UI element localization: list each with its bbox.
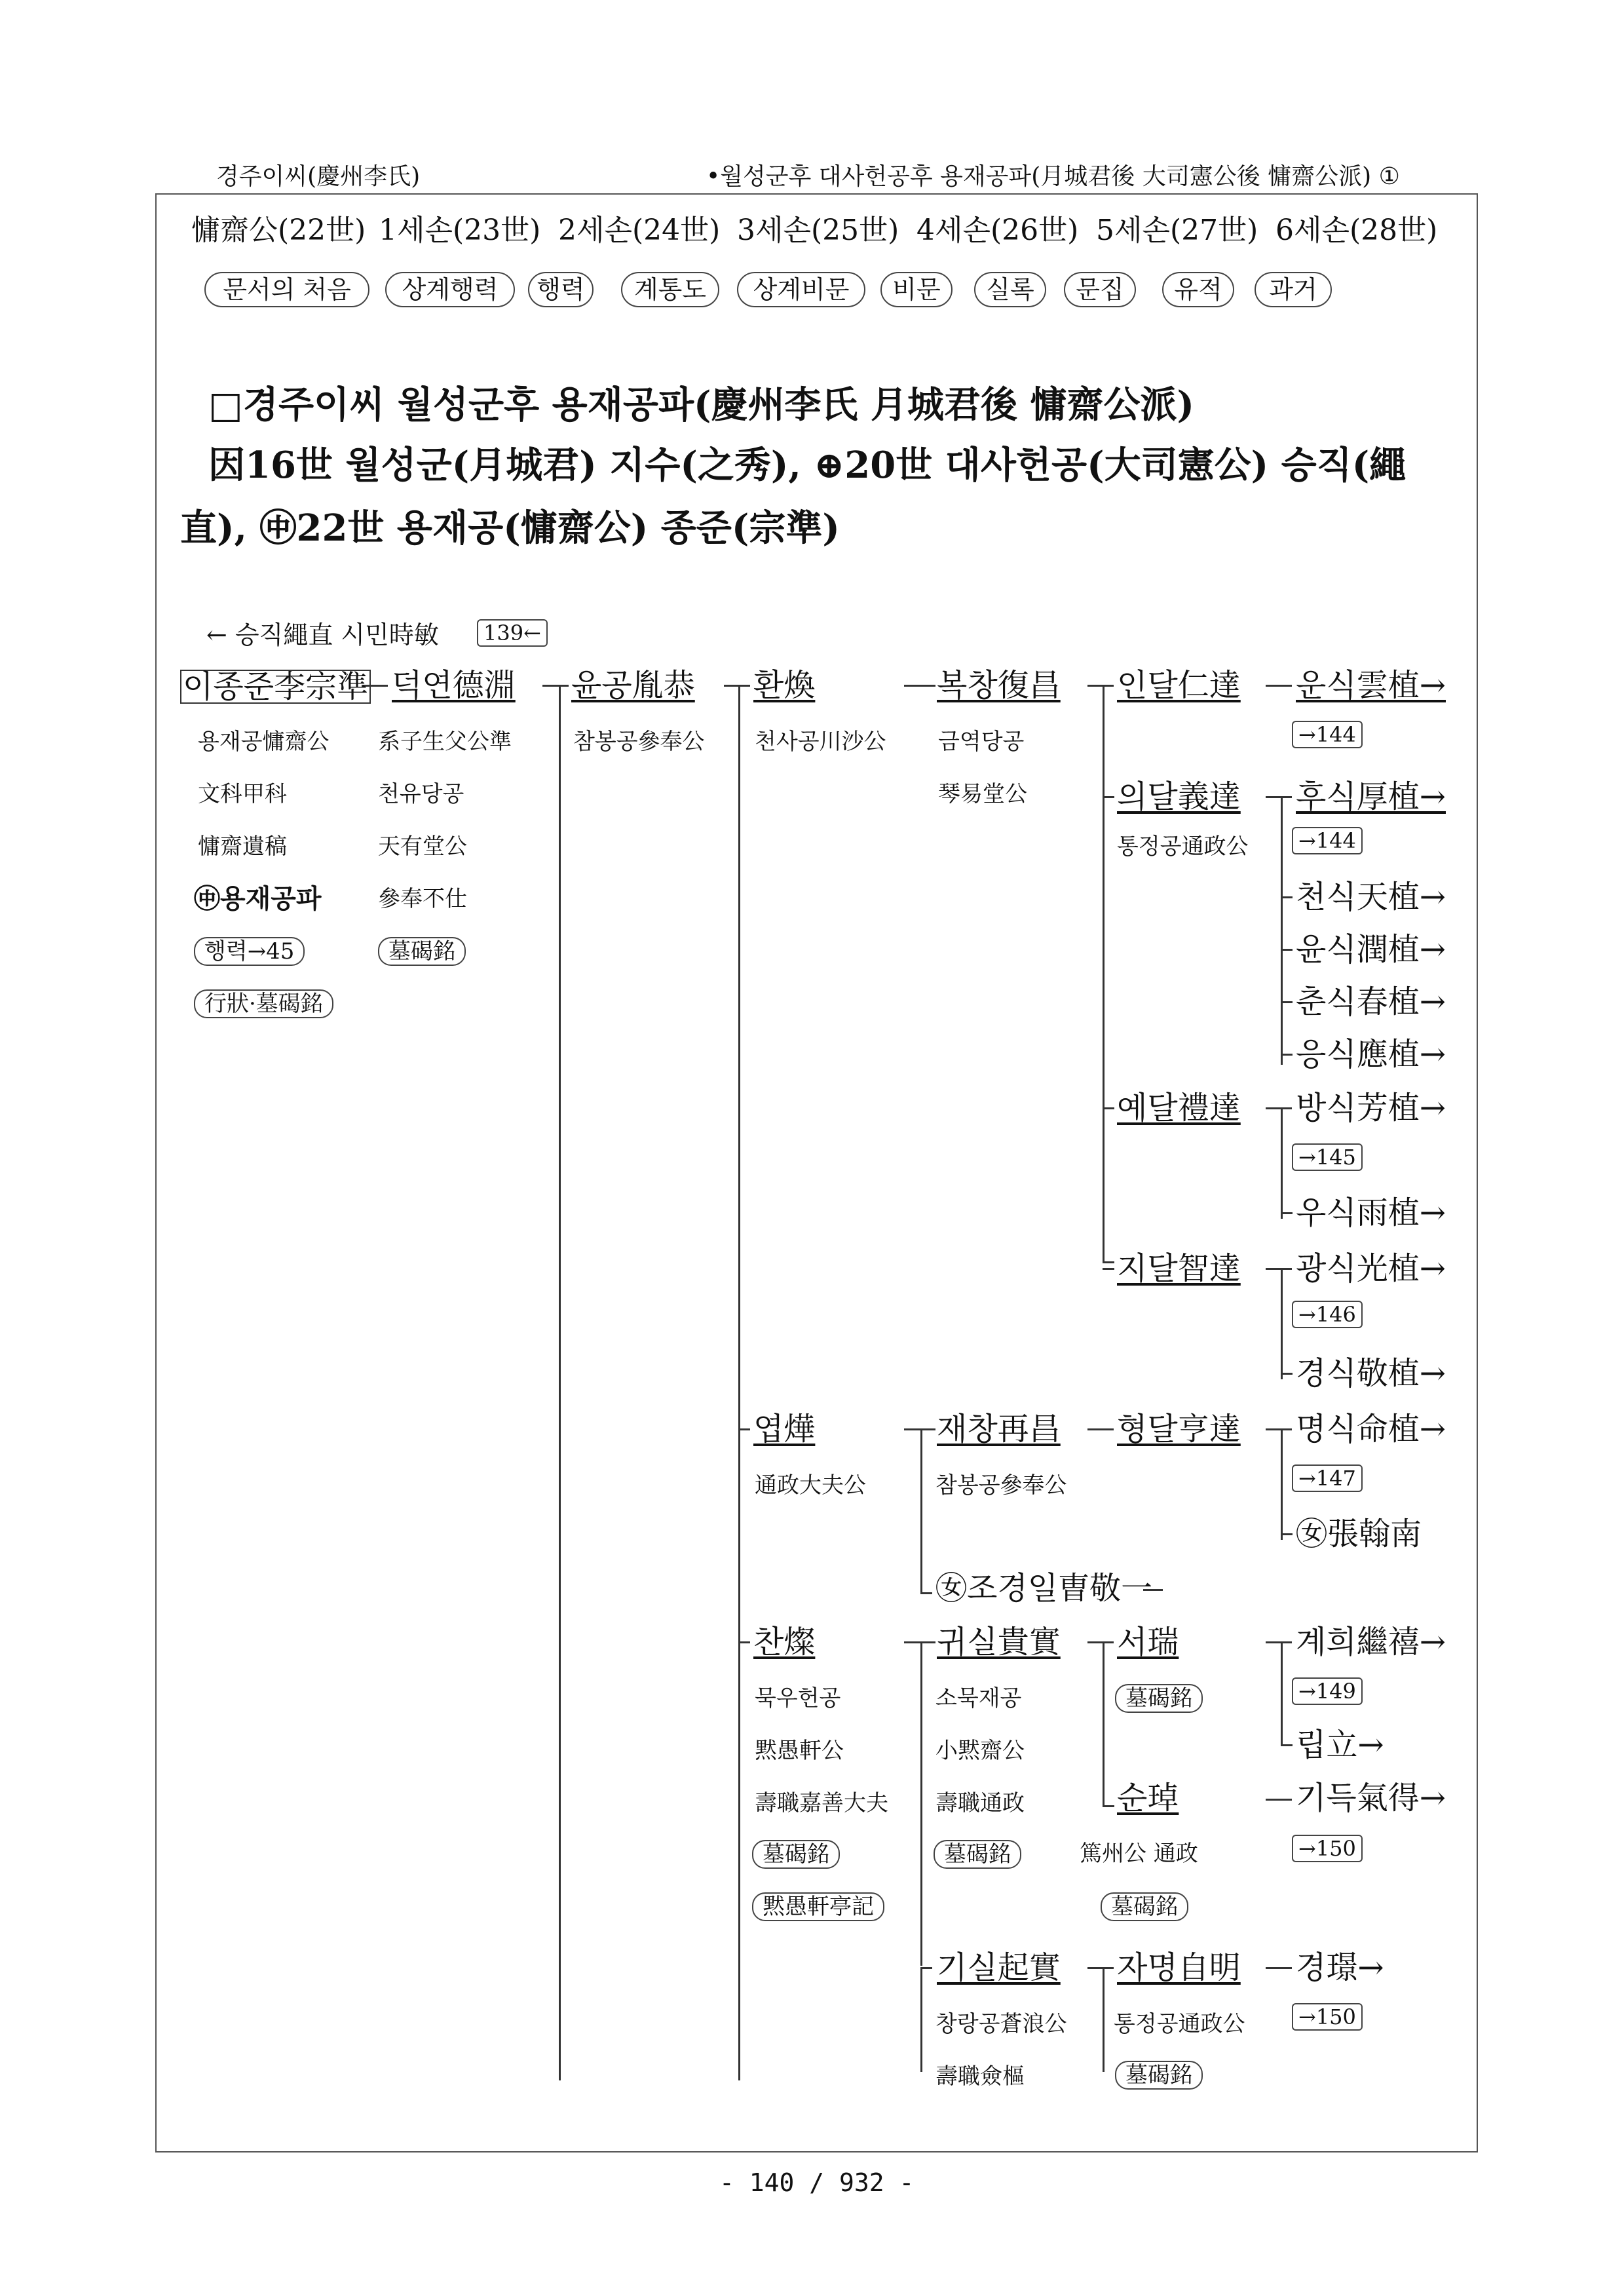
connector [1266,685,1292,687]
title-line-3: 直), ㊥22世 용재공(慵齋公) 종준(宗準) [180,507,840,550]
g1-note: 天有堂公 [378,833,467,860]
person-g5-seo[interactable]: 서瑞 [1117,1624,1179,1660]
connector [738,1641,750,1643]
connector [1143,1589,1163,1591]
connector [904,1428,935,1430]
tab-document-start[interactable]: 문서의 처음 [204,272,369,307]
g1-tag[interactable] [378,937,466,966]
branch-line-g4a [920,1428,922,1592]
g4-note: 창랑공蒼浪公 [935,2011,1067,2037]
g5-tag[interactable] [1115,2061,1203,2090]
person-g6-gyeongsik[interactable]: 경식敬植→ [1296,1355,1446,1392]
g6-ref-label: →145 [1292,1143,1363,1171]
g6-ref[interactable] [1292,1143,1363,1171]
g6-ref-label: →150 [1292,2003,1363,2031]
connector [1281,1744,1293,1746]
connector [1087,1967,1114,1969]
root-tag-history[interactable] [194,937,305,966]
g5-tag-label: 墓碣銘 [1115,2061,1203,2090]
tab-upper-epitaph[interactable]: 상계비문 [737,272,865,307]
person-g5-jidal[interactable]: 지달智達 [1117,1250,1241,1287]
connector [1266,1268,1292,1270]
person-g6-cheonsik[interactable]: 천식天植→ [1296,879,1446,915]
g3-note: 黙愚軒公 [755,1738,844,1764]
person-g6-gyeong[interactable]: 경璟→ [1296,1949,1384,1986]
connector [1281,896,1293,898]
person-g6-husik[interactable]: 후식厚植→ [1296,778,1446,815]
person-g5-indal[interactable]: 인달仁達 [1117,667,1241,704]
gen-27: 5세손(27世) [1096,214,1258,247]
connector [724,685,750,687]
g4-note: 琴易堂公 [938,781,1027,807]
connector [1281,1373,1293,1375]
tab-upper-history[interactable]: 상계행력 [385,272,515,307]
gen-22: 慵齋公(22世) [191,214,366,247]
g5-tag-label: 墓碣銘 [1101,1892,1188,1921]
g4-note: 小黙齋公 [935,1738,1025,1764]
connector [1103,1261,1114,1263]
connector [904,1641,935,1643]
g3-note: 壽職嘉善大夫 [755,1790,888,1816]
person-g4-bokchang[interactable]: 복창復昌 [937,667,1061,704]
connector [920,1967,932,1969]
g1-note: 參奉不仕 [378,886,467,912]
backlink-box[interactable] [477,619,548,647]
branch-line-g5a [1103,685,1105,1261]
connector [1266,1428,1292,1430]
g5-tag-label: 墓碣銘 [1115,1684,1203,1713]
connector [1087,1641,1114,1643]
person-g6-unsik[interactable]: 운식雲植→ [1296,667,1446,704]
person-g5-jamyeong[interactable]: 자명自明 [1117,1949,1241,1986]
root-note: 용재공慵齋公 [198,729,330,755]
person-g6-gyehui[interactable]: 계희繼禧→ [1296,1624,1446,1660]
tab-history[interactable]: 행력 [528,272,594,307]
g4-note: 壽職僉樞 [935,2063,1025,2090]
branch-line-g5b [1103,1641,1105,1805]
person-g4-jo[interactable]: ㊛조경일曺敬一 [935,1570,1153,1607]
page-title: □경주이씨 월성군후 용재공파(慶州李氏 月城君後 慵齋公派) [208,383,1195,427]
connector [542,685,569,687]
branch-line-g6c [1281,1268,1283,1379]
g3-tag[interactable] [752,1892,884,1921]
connector [1103,1107,1114,1109]
g4-note: 금역당공 [938,729,1025,755]
branch-line-g2 [559,685,561,2080]
title-line-2: 因16世 월성군(月城君) 지수(之秀), ⊕20世 대사헌공(大司憲公) 승직(繩 [208,444,1407,487]
g4-note: 소묵재공 [935,1685,1022,1712]
g6-ref-label: →144 [1292,827,1363,854]
g5-note: 篤州公 通政 [1080,1841,1198,1867]
person-g3-yeop[interactable]: 엽燁 [753,1411,816,1447]
root-tag-label: 행력→45 [194,937,305,966]
g4-note: 壽職通政 [935,1790,1025,1816]
g3-tag[interactable] [752,1840,840,1869]
connector [1266,1641,1292,1643]
g4-tag-label: 墓碣銘 [934,1840,1021,1869]
g6-ref[interactable] [1292,721,1363,748]
g5-note: 통정공通政公 [1117,833,1249,860]
branch-line-g4b [920,1641,922,1966]
g3-tag-label: 黙愚軒亭記 [752,1892,884,1921]
page-number: - 140 / 932 - [719,2168,915,2197]
g6-ref-label: →150 [1292,1835,1363,1862]
tab-collected-works[interactable]: 문집 [1064,272,1136,307]
g6-ref[interactable] [1292,2003,1363,2031]
g2-note: 참봉공參奉公 [573,729,705,755]
root-branch-label: ㊥용재공파 [194,883,322,914]
g5-note: 통정공通政公 [1114,2011,1245,2037]
tab-exam[interactable]: 과거 [1255,272,1332,307]
header-left: 경주이씨(慶州李氏) [216,163,421,190]
connector [1103,1268,1114,1270]
person-g6-usik[interactable]: 우식雨植→ [1296,1195,1446,1231]
connector [1266,1967,1292,1969]
connector [1103,796,1114,798]
g4-note: 참봉공參奉公 [935,1472,1067,1499]
person-g2[interactable]: 윤공胤恭 [571,667,695,704]
connector [1281,1001,1293,1003]
person-g6-bangsik[interactable]: 방식芳植→ [1296,1090,1446,1126]
connector [1266,1107,1292,1109]
g6-ref-label: →144 [1292,721,1363,748]
branch-line-g3 [738,685,740,2080]
g6-ref-label: →147 [1292,1464,1363,1492]
person-g5-hyeongdal[interactable]: 형달亨達 [1117,1411,1241,1447]
connector [1281,949,1293,951]
g1-tag-label: 墓碣銘 [378,937,466,966]
connector [1087,685,1114,687]
connector [904,685,935,687]
gen-24: 2세손(24世) [558,214,721,247]
g5-tag[interactable] [1115,1684,1203,1713]
gen-28: 6세손(28世) [1275,214,1438,247]
backlink-text: ← 승직繩直 시민時敏 [206,621,439,649]
gen-23: 1세손(23世) [379,214,541,247]
person-g6-chunsik[interactable]: 춘식春植→ [1296,984,1446,1020]
person-g6-jang[interactable]: ㊛張翰南 [1296,1516,1422,1552]
g1-note: 系子生父公準 [378,729,512,755]
gen-25: 3세손(25世) [737,214,899,247]
g6-ref-label: →146 [1292,1301,1363,1328]
person-g4-gisil[interactable]: 기실起實 [937,1949,1061,1986]
tab-lineage-chart[interactable]: 계통도 [621,272,719,307]
root-tag-label: 行狀·墓碣銘 [194,989,333,1018]
g6-ref[interactable] [1292,1835,1363,1862]
person-g5-uidal[interactable]: 의달義達 [1117,778,1241,815]
person-g5-yedal[interactable]: 예달禮達 [1117,1090,1241,1126]
connector [1266,796,1292,798]
gen-26: 4세손(26世) [916,214,1079,247]
person-g6-rip[interactable]: 립立→ [1296,1727,1384,1763]
tab-relics[interactable]: 유적 [1162,272,1234,307]
person-g6-myeongsik[interactable]: 명식命植→ [1296,1411,1446,1447]
connector [1103,1805,1114,1807]
person-g3-chan[interactable]: 찬燦 [753,1624,816,1660]
connector [738,1428,750,1430]
person-g6-eungsik[interactable]: 응식應植→ [1296,1036,1446,1073]
g3-tag-label: 墓碣銘 [752,1840,840,1869]
connector [1281,1212,1293,1214]
person-g6-gwangsik[interactable]: 광식光植→ [1296,1250,1446,1287]
person-g1[interactable]: 덕연德淵 [392,667,516,704]
person-g4-jaechang[interactable]: 재창再昌 [937,1411,1061,1447]
g6-ref-label: →149 [1292,1677,1363,1705]
branch-line-g6d [1281,1428,1283,1540]
tab-annals[interactable]: 실록 [974,272,1046,307]
root-note: 文科甲科 [198,781,287,807]
person-g6-yunsik[interactable]: 윤식潤植→ [1296,931,1446,968]
g6-ref[interactable] [1292,1301,1363,1328]
g5-tag[interactable] [1101,1892,1188,1921]
branch-line-g6e [1281,1641,1283,1746]
g1-note: 천유당공 [378,781,464,807]
connector [1266,1799,1292,1801]
connector [1281,1054,1293,1056]
backlink-box-label: 139← [477,619,548,647]
person-g6-gideuk[interactable]: 기득氣得→ [1296,1780,1446,1816]
connector [1281,1533,1293,1535]
g3-note: 천사공川沙公 [755,729,886,755]
connector [1087,1428,1114,1430]
branch-line-g5c [1103,1967,1105,2072]
branch-line-g6a [1281,796,1283,1065]
g6-ref[interactable] [1292,1464,1363,1492]
person-g4-gwisil[interactable]: 귀실貴實 [937,1624,1061,1660]
connector [920,1592,932,1594]
branch-line-g6b [1281,1107,1283,1219]
g3-note: 通政大夫公 [755,1472,866,1499]
tab-epitaph[interactable]: 비문 [880,272,953,307]
person-g5-sun[interactable]: 순琸 [1117,1780,1179,1816]
header-right: •월성군후 대사헌공후 용재공파(月城君後 大司憲公後 慵齋公派) ① [706,163,1400,190]
branch-line-g4c [920,1967,922,2072]
g6-ref[interactable] [1292,1677,1363,1705]
g3-note: 묵우헌공 [755,1685,841,1712]
g4-tag[interactable] [934,1840,1021,1869]
root-name[interactable]: 이종준李宗準 [180,670,371,704]
root-note: 慵齋遺稿 [198,833,287,860]
g6-ref[interactable] [1292,827,1363,854]
person-g3-hwan[interactable]: 환煥 [753,667,816,704]
root-tag-epitaph[interactable] [194,989,333,1018]
